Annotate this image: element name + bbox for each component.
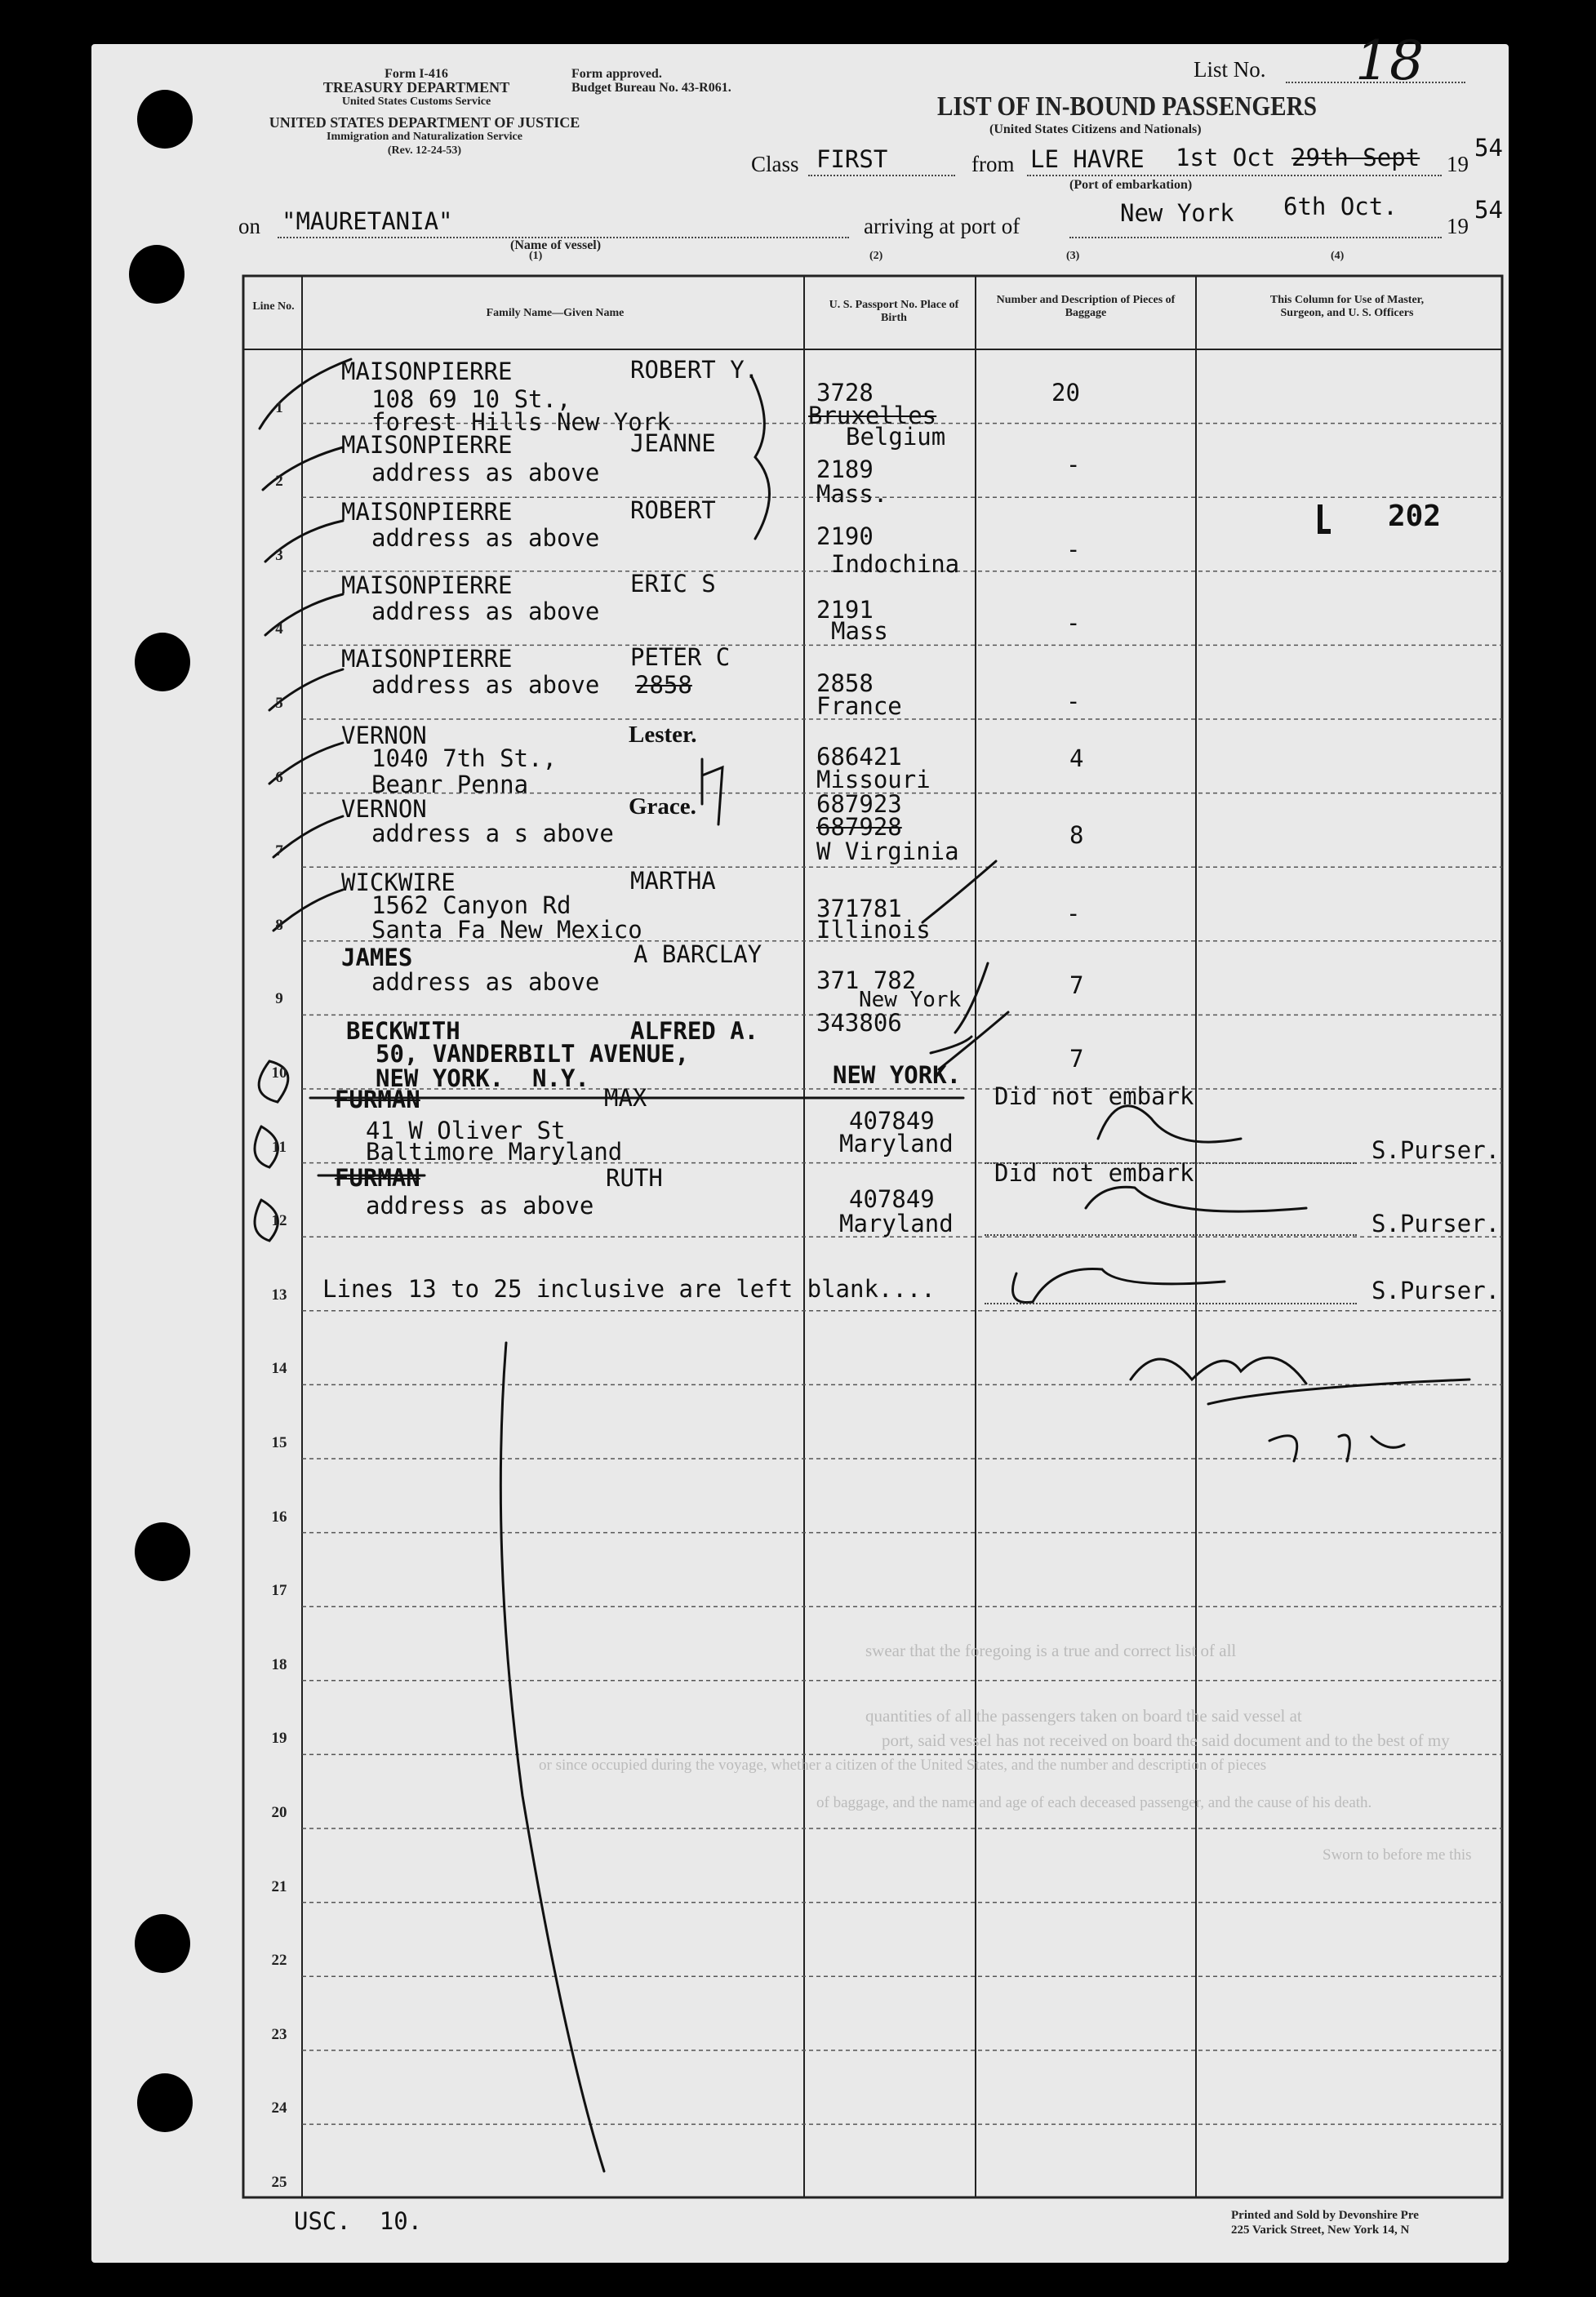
purser-title: S.Purser. — [1371, 1277, 1500, 1304]
blank-lines-note: Lines 13 to 25 inclusive are left blank.... — [322, 1275, 936, 1303]
col1-number: (1) — [529, 250, 543, 262]
struck-number: 2858 — [635, 671, 692, 699]
given-name: ALFRED A. — [630, 1017, 759, 1045]
address: address as above — [371, 671, 600, 699]
address: address as above — [371, 968, 600, 996]
col4-number: (4) — [1331, 250, 1345, 262]
purser-title: S.Purser. — [1371, 1136, 1500, 1164]
family-name: FURMAN — [335, 1164, 420, 1192]
ins-name: Immigration and Naturalization Service — [327, 131, 522, 143]
birthplace: New York — [859, 988, 962, 1012]
line-number: 4 — [275, 620, 283, 638]
line-number: 13 — [271, 1286, 287, 1304]
baggage: - — [1066, 609, 1081, 637]
family-name: WICKWIRE — [341, 869, 456, 896]
depart-year: 54 — [1474, 134, 1503, 162]
baggage: 4 — [1069, 744, 1084, 772]
line-number: 7 — [275, 842, 283, 860]
printer-address: 225 Varick Street, New York 14, N — [1231, 2224, 1410, 2237]
line-number: 11 — [272, 1138, 287, 1156]
address: Santa Fa New Mexico — [371, 916, 642, 944]
officer-mark-l — [1318, 504, 1331, 534]
given-name: RUTH — [606, 1164, 663, 1192]
family-name: JAMES — [341, 944, 413, 971]
line-number: 19 — [271, 1730, 287, 1748]
passport-no: 2191 — [816, 596, 874, 624]
bleed-text: or since occupied during the voyage, whether a citizen of the United States, and the number and description of pieces — [539, 1757, 1267, 1774]
given-name: MARTHA — [630, 867, 716, 895]
address: 1040 7th St., — [371, 744, 557, 772]
address: Baltimore Maryland — [366, 1138, 623, 1166]
address: address as above — [371, 598, 600, 625]
form-approved: Form approved. — [571, 67, 662, 81]
birthplace: Maryland — [839, 1130, 954, 1157]
passport-no: 371781 — [816, 895, 902, 922]
line-number: 21 — [271, 1877, 287, 1895]
depart-date: 1st Oct — [1176, 144, 1276, 171]
line-number: 18 — [271, 1655, 287, 1673]
line-number: 8 — [275, 916, 283, 934]
officer-note: 202 — [1388, 500, 1442, 533]
col-passport: U. S. Passport No. Place of Birth — [829, 299, 959, 324]
vessel-caption: (Name of vessel) — [510, 238, 602, 252]
vessel-name: "MAURETANIA" — [282, 207, 453, 235]
address: 50, VANDERBILT AVENUE, — [376, 1040, 690, 1068]
treasury-dept: TREASURY DEPARTMENT — [322, 79, 510, 96]
birthplace: Mass. — [816, 480, 888, 508]
form-number: Form I-416 — [385, 67, 448, 81]
address: address as above — [371, 459, 600, 487]
depart-date-struck: 29th Sept — [1291, 144, 1420, 171]
passport-no: 687923 — [816, 790, 902, 818]
from-label: from — [971, 152, 1015, 176]
address: 1562 Canyon Rd — [371, 891, 571, 919]
line-number: 2 — [275, 473, 283, 491]
given-name: Grace. — [629, 793, 696, 820]
birthplace: Maryland — [839, 1210, 954, 1237]
line-number: 10 — [271, 1064, 287, 1082]
arriving-label: arriving at port of — [864, 214, 1020, 238]
embark-port: LE HAVRE — [1030, 145, 1145, 173]
form-title: LIST OF IN-BOUND PASSENGERS — [937, 91, 1317, 122]
line-number: 23 — [271, 2025, 287, 2043]
line-number: 14 — [271, 1360, 287, 1378]
arrival-port: New York — [1120, 199, 1234, 227]
customs-service: United States Customs Service — [341, 96, 491, 108]
baggage: 7 — [1069, 971, 1084, 999]
col-baggage: Number and Description of Pieces of Baggage — [996, 294, 1176, 319]
family-name: BECKWITH — [346, 1017, 460, 1045]
given-name: JEANNE — [630, 429, 716, 457]
arrival-date: 6th Oct. — [1283, 193, 1398, 220]
family-name: MAISONPIERRE — [341, 571, 513, 599]
family-name: VERNON — [341, 795, 427, 823]
line-number: 6 — [275, 768, 283, 786]
form-subtitle: (United States Citizens and Nationals) — [989, 122, 1202, 136]
passport-no: 371 782 — [816, 966, 917, 994]
family-name: FURMAN — [335, 1086, 420, 1113]
line-number: 12 — [271, 1212, 287, 1230]
line-number: 9 — [275, 990, 283, 1008]
doj-name: UNITED STATES DEPARTMENT OF JUSTICE — [269, 114, 580, 131]
status-note: Did not embark — [994, 1159, 1194, 1187]
bleed-text: quantities of all the passengers taken on board the said vessel at — [865, 1706, 1302, 1726]
list-no-label: List No. — [1194, 57, 1266, 82]
class-label: Class — [751, 152, 799, 176]
arrival-year-prefix: 19 — [1447, 214, 1469, 238]
passport-no: 2190 — [816, 522, 874, 550]
line-number: 25 — [271, 2174, 287, 2191]
col3-number: (3) — [1066, 250, 1080, 262]
col-name: Family Name—Given Name — [486, 307, 625, 319]
family-name: MAISONPIERRE — [341, 498, 513, 526]
year-prefix: 19 — [1447, 152, 1469, 176]
line-number: 15 — [271, 1434, 287, 1451]
line-number: 16 — [271, 1508, 287, 1526]
address: Beanr Penna — [371, 771, 529, 798]
birthplace: Belgium — [846, 423, 946, 451]
address: 41 W Oliver St — [366, 1117, 566, 1144]
line-number: 3 — [275, 546, 283, 564]
passport-no: 2858 — [816, 669, 874, 697]
list-no-value: 18 — [1355, 29, 1424, 92]
passport-no-struck: 687928 — [816, 813, 902, 841]
bleed-text: of baggage, and the name and age of each deceased passenger, and the cause of his death. — [816, 1794, 1372, 1811]
bleed-text: port, said vessel has not received on board the said document and to the best of my — [882, 1731, 1450, 1750]
purser-line — [985, 1303, 1357, 1304]
on-label: on — [238, 214, 260, 238]
family-name: VERNON — [341, 722, 427, 749]
passport-no: 407849 — [849, 1185, 935, 1213]
baggage: - — [1066, 687, 1081, 715]
birthplace: France — [816, 692, 902, 720]
family-name: MAISONPIERRE — [341, 358, 513, 385]
passport-no: 686421 — [816, 743, 902, 771]
revision: (Rev. 12-24-53) — [387, 144, 462, 157]
address: NEW YORK. N.Y. — [376, 1064, 589, 1092]
birthplace: Illinois — [816, 916, 931, 944]
printer-line: Printed and Sold by Devonshire Pre — [1231, 2209, 1419, 2222]
given-name: PETER C — [630, 643, 731, 671]
col2-number: (2) — [869, 250, 883, 262]
given-name: Lester. — [629, 722, 697, 748]
line-number: 20 — [271, 1804, 287, 1821]
purser-line — [985, 1234, 1357, 1236]
budget-bureau: Budget Bureau No. 43-R061. — [571, 81, 731, 95]
line-number: 1 — [275, 398, 283, 416]
purser-title: S.Purser. — [1371, 1210, 1500, 1237]
class-value: FIRST — [816, 145, 888, 173]
port-caption: (Port of embarkation) — [1069, 178, 1193, 192]
passport-no: 343806 — [816, 1009, 902, 1037]
line-number: 22 — [271, 1952, 287, 1970]
address: forest Hills New York — [371, 408, 671, 436]
status-note: Did not embark — [994, 1082, 1194, 1110]
bleed-text: Sworn to before me this — [1323, 1846, 1472, 1864]
baggage: - — [1066, 451, 1081, 478]
family-name: MAISONPIERRE — [341, 431, 513, 459]
given-name: ROBERT — [630, 496, 716, 524]
birthplace: Missouri — [816, 766, 931, 793]
arrival-year: 54 — [1474, 196, 1503, 224]
given-name: ERIC S — [630, 570, 716, 598]
baggage: 20 — [1051, 379, 1080, 407]
passport-no: 407849 — [849, 1107, 935, 1135]
birthplace-struck: Bruxelles — [808, 402, 937, 429]
line-number: 5 — [275, 695, 283, 712]
line-number: 24 — [271, 2099, 287, 2117]
address: 108 69 10 St., — [371, 385, 571, 413]
bleed-text: swear that the foregoing is a true and correct list of all — [865, 1641, 1237, 1660]
birthplace: Mass — [831, 617, 888, 645]
col-line-no: Line No. — [252, 300, 295, 313]
form-code: USC. 10. — [294, 2207, 423, 2235]
baggage: 8 — [1069, 821, 1084, 849]
birthplace: W Virginia — [816, 837, 959, 865]
family-name: MAISONPIERRE — [341, 645, 513, 673]
baggage: - — [1066, 535, 1081, 563]
baggage: - — [1066, 900, 1081, 927]
col-officers: This Column for Use of Master, Surgeon, and U. S. Officers — [1269, 294, 1425, 319]
given-name: ROBERT Y. — [630, 356, 759, 384]
given-name: A BARCLAY — [634, 940, 762, 968]
address: address a s above — [371, 820, 614, 847]
address: address as above — [371, 524, 600, 552]
birthplace: Indochina — [831, 550, 960, 578]
baggage: 7 — [1069, 1045, 1084, 1073]
address: address as above — [366, 1192, 594, 1220]
birthplace: NEW YORK. — [833, 1061, 962, 1089]
given-name: MAX — [604, 1084, 647, 1112]
line-number: 17 — [271, 1582, 287, 1600]
passport-no: 3728 — [816, 379, 874, 407]
passport-no: 2189 — [816, 455, 874, 483]
